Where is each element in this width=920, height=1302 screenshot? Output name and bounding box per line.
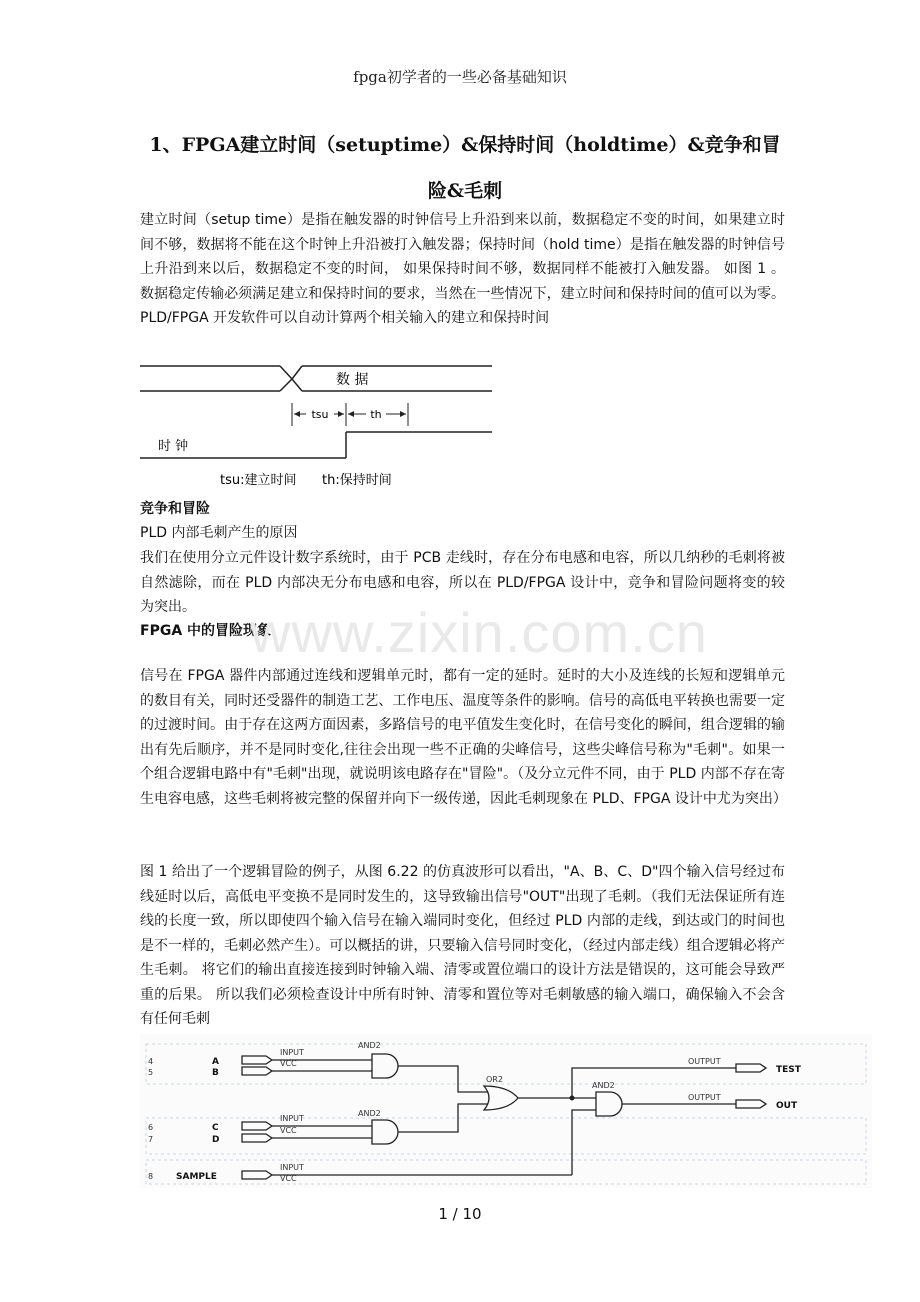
data-cross-left	[280, 366, 292, 391]
paragraph-example: 图 1 给出了一个逻辑冒险的例子，从图 6.22 的仿真波形可以看出，"A、B、C、D"四个输入信号经过布线延时以后，高低电平变换不是同时发生的，这导致输出信号"OUT"出现了毛刺。（我们无法保证所有连线的长度一致，所以即使四个输入信号在输入端同时变化，但经过 PLD 内部的走线，到达或门的时间也是不一样的，毛刺必然产生）。可以概括的讲，只要输入信号同时变化，（经过内部走线）组合逻辑必将产生毛刺。 将它们的输出直接连接到时钟输入端、清零或置位端口的设计方法是错误的，这可能会导致严重的后果。 所以我们必须检查设计中所有时钟、清零和置位等对毛刺敏感的输入端口，确保输入不会含有任何毛刺	[140, 864, 785, 1027]
svg-text:VCC: VCC	[280, 1174, 297, 1183]
heading-fpga-hazard: FPGA 中的冒险现象	[140, 623, 272, 639]
svg-text:OR2: OR2	[486, 1075, 503, 1084]
data-label: 数 据	[336, 372, 369, 388]
input-b-label: B	[212, 1068, 219, 1078]
page-number: 1 / 10	[438, 1205, 482, 1223]
svg-text:OUTPUT: OUTPUT	[688, 1057, 721, 1066]
svg-text:7: 7	[148, 1135, 154, 1144]
input-c-label: C	[212, 1123, 219, 1133]
section-title: 1、FPGA建立时间（setuptime）&保持时间（holdtime）&竞争和冒险&毛刺	[149, 134, 781, 202]
svg-text:INPUT: INPUT	[280, 1114, 304, 1123]
tsu-label: tsu	[311, 408, 329, 421]
svg-text:AND2: AND2	[358, 1109, 381, 1118]
output-out-label: OUT	[776, 1101, 798, 1111]
svg-text:4: 4	[148, 1057, 154, 1066]
logic-circuit-diagram	[140, 1034, 872, 1188]
input-sample-label: SAMPLE	[176, 1172, 217, 1182]
svg-text:5: 5	[148, 1068, 154, 1077]
paragraph-setup-hold: 建立时间（setup time）是指在触发器的时钟信号上升沿到来以前，数据稳定不变的时间，如果建立时间不够，数据将不能在这个时钟上升沿被打入触发器；保持时间（hold time）是指在触发器的时钟信号上升沿到来以后，数据稳定不变的时间， 如果保持时间不够，数据同样不能被打入触发器。 如图 1 。 数据稳定传输必须满足建立和保持时间的要求，当然在一些情况下，建立时间和保持时间的值可以为零。 PLD/FPGA 开发软件可以自动计算两个相关输入的建立和保持时间	[140, 212, 785, 326]
svg-text:VCC: VCC	[280, 1126, 297, 1135]
caption-tsu: tsu:建立时间	[220, 473, 297, 488]
heading-race-hazard: 竞争和冒险	[140, 501, 210, 517]
svg-text:8: 8	[148, 1172, 154, 1181]
svg-text:OUTPUT: OUTPUT	[688, 1093, 721, 1102]
subheading-glitch-cause: PLD 内部毛刺产生的原因	[140, 525, 298, 541]
clock-label: 时 钟	[158, 439, 189, 454]
svg-text:AND2: AND2	[592, 1081, 615, 1090]
paragraph-delay: 信号在 FPGA 器件内部通过连线和逻辑单元时，都有一定的延时。延时的大小及连线的长短和逻辑单元的数目有关，同时还受器件的制造工艺、工作电压、温度等条件的影响。信号的高低电平转换也需要一定的过渡时间。由于存在这两方面因素，多路信号的电平值发生变化时，在信号变化的瞬间，组合逻辑的输出有先后顺序，并不是同时变化,往往会出现一些不正确的尖峰信号，这些尖峰信号称为"毛刺"。如果一个组合逻辑电路中有"毛刺"出现，就说明该电路存在"冒险"。（及分立元件不同，由于 PLD 内部不存在寄生电容电感，这些毛刺将被完整的保留并向下一级传递，因此毛刺现象在 PLD、FPGA 设计中尤为突出）	[140, 668, 787, 807]
input-d-label: D	[212, 1135, 220, 1145]
svg-text:AND2: AND2	[358, 1041, 381, 1050]
svg-text:INPUT: INPUT	[280, 1048, 304, 1057]
caption-th: th:保持时间	[322, 473, 392, 488]
output-test-label: TEST	[776, 1065, 801, 1075]
svg-text:INPUT: INPUT	[280, 1163, 304, 1172]
svg-text:6: 6	[148, 1123, 154, 1132]
th-label: th	[370, 408, 382, 421]
watermark: www.zixin.com.cn	[250, 601, 708, 664]
data-cross-a	[292, 379, 302, 391]
input-a-label: A	[212, 1057, 219, 1067]
page-header: fpga初学者的一些必备基础知识	[353, 68, 567, 86]
paragraph-discrete: 我们在使用分立元件设计数字系统时，由于 PCB 走线时，存在分布电感和电容，所以几纳秒的毛刺将被自然滤除，而在 PLD 内部决无分布电感和电容，所以在 PLD/FPGA 设计中，竞争和冒险问题将变的较为突出。	[140, 550, 785, 615]
timing-diagram	[140, 358, 495, 490]
data-cross-b	[292, 366, 302, 379]
svg-text:VCC: VCC	[280, 1059, 297, 1068]
